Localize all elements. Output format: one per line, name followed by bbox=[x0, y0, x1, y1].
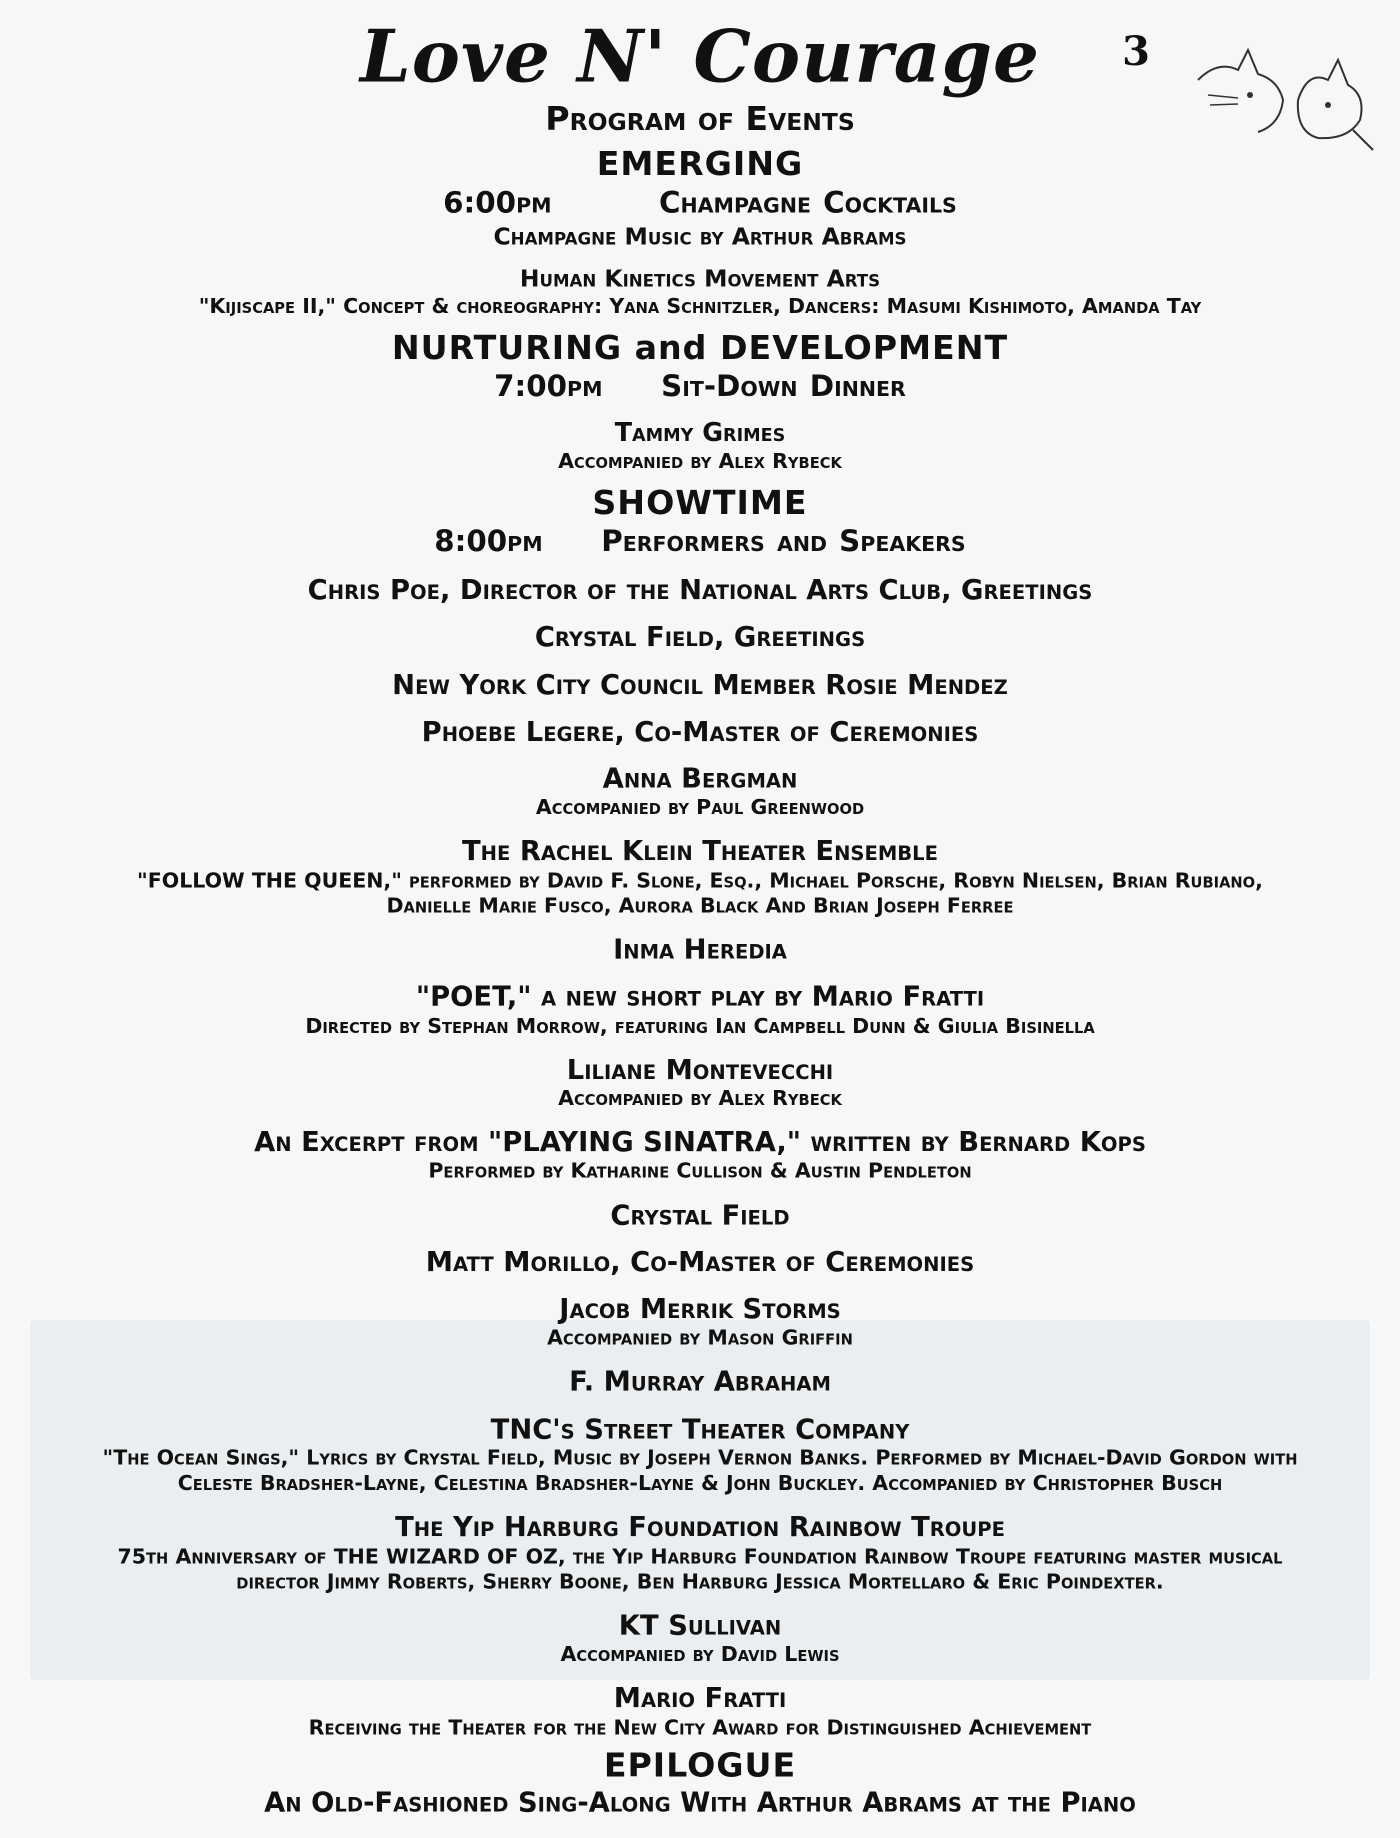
event-name: Performers and Speakers bbox=[601, 525, 966, 560]
program-item bbox=[55, 1413, 1345, 1496]
program-item bbox=[55, 1054, 1345, 1111]
program-item bbox=[55, 669, 1345, 700]
section-emerging bbox=[55, 145, 1345, 319]
performer-detail: Receiving the Theater for the New City Award for Distinguished Achievement bbox=[308, 1715, 1092, 1739]
performer-name: Mario Fratti bbox=[613, 1681, 787, 1715]
page-number: 3 bbox=[1122, 28, 1150, 75]
section-label: EMERGING bbox=[596, 144, 804, 184]
program-item bbox=[55, 266, 1345, 319]
program-item bbox=[55, 1366, 1345, 1397]
performer-detail: Performed by Katharine Cullison & Austin Pendleton bbox=[428, 1159, 972, 1183]
event-name: Sit-Down Dinner bbox=[661, 369, 906, 404]
section-label: EPILOGUE bbox=[603, 1745, 797, 1785]
performer-name: Phoebe Legere, Co-Master of Ceremonies bbox=[421, 715, 979, 748]
performer-detail: Accompanied by Alex Rybeck bbox=[558, 449, 842, 474]
performer-name: An Excerpt from "PLAYING SINATRA," written by Bernard Kops bbox=[254, 1125, 1146, 1159]
time-row bbox=[55, 370, 1345, 404]
program-item bbox=[55, 575, 1345, 606]
program-heading: Program of Events bbox=[545, 99, 855, 139]
time: 7:00pm bbox=[494, 369, 603, 404]
section-epilogue bbox=[55, 1746, 1345, 1818]
section-nurturing bbox=[55, 329, 1345, 475]
program-item bbox=[55, 1294, 1345, 1351]
page-title: Love N' Courage bbox=[359, 14, 1041, 99]
performer-name: Jacob Merrik Storms bbox=[559, 1292, 841, 1325]
time: 8:00pm bbox=[434, 525, 543, 560]
time-row bbox=[55, 525, 1345, 559]
program-content bbox=[55, 12, 1345, 1818]
performer-name: Tammy Grimes bbox=[614, 418, 786, 448]
music-line: Champagne Music by Arthur Abrams bbox=[493, 222, 907, 251]
section-label: SHOWTIME bbox=[592, 484, 808, 524]
epilogue-detail: An Old-Fashioned Sing-Along With Arthur Abrams at the Piano bbox=[264, 1785, 1136, 1819]
performer-name: Chris Poe, Director of the National Arts Club, Greetings bbox=[307, 573, 1093, 607]
program-item bbox=[55, 1512, 1345, 1595]
program-item bbox=[55, 836, 1345, 919]
performer-detail: Accompanied by Paul Greenwood bbox=[535, 795, 865, 820]
section-label: NURTURING and DEVELOPMENT bbox=[391, 328, 1009, 368]
time: 6:00pm bbox=[443, 185, 552, 220]
program-item bbox=[55, 1610, 1345, 1667]
program-item bbox=[55, 1200, 1345, 1231]
performer-detail: Accompanied by Mason Griffin bbox=[547, 1326, 853, 1350]
performer-name: The Yip Harburg Foundation Rainbow Troupe bbox=[395, 1510, 1005, 1544]
program-item bbox=[55, 934, 1345, 965]
program-item bbox=[55, 763, 1345, 820]
section-showtime bbox=[55, 484, 1345, 1740]
performer-detail: "Kijiscape II," Concept & choreography: Yana Schnitzler, Dancers: Masumi Kishimoto, Amanda Tay bbox=[198, 294, 1202, 318]
performer-name: Human Kinetics Movement Arts bbox=[519, 265, 881, 293]
performer-name: New York City Council Member Rosie Mendez bbox=[392, 668, 1008, 701]
performer-name: KT Sullivan bbox=[618, 1609, 782, 1642]
program-item bbox=[55, 419, 1345, 474]
performer-name: Crystal Field, Greetings bbox=[534, 621, 866, 654]
program-item bbox=[55, 716, 1345, 747]
performer-detail: Accompanied by Alex Rybeck bbox=[558, 1086, 842, 1110]
performer-name: TNC's Street Theater Company bbox=[490, 1412, 910, 1445]
performer-name: Inma Heredia bbox=[613, 933, 787, 966]
performer-detail: "FOLLOW THE QUEEN," performed by David F. Slone, Esq., Michael Porsche, Robyn Nielsen, Brian Rubiano, Danielle Marie Fusco, Aurora Black And Brian Joseph Ferree bbox=[137, 868, 1263, 918]
performer-name: Crystal Field bbox=[610, 1198, 790, 1231]
performer-name: The Rachel Klein Theater Ensemble bbox=[461, 834, 938, 868]
performer-name: F. Murray Abraham bbox=[569, 1365, 831, 1398]
performer-name: "POET," a new short play by Mario Fratti bbox=[415, 980, 985, 1013]
program-item bbox=[55, 1127, 1345, 1184]
time-row bbox=[55, 186, 1345, 220]
event-name: Champagne Cocktails bbox=[658, 185, 957, 220]
performer-detail: "The Ocean Sings," Lyrics by Crystal Field, Music by Joseph Vernon Banks. Performed by Michael-David Gordon with Celeste Bradsher-Layne, Celestina Bradsher-Layne & John Buckley. Accompanied by Christopher Busch bbox=[102, 1445, 1298, 1496]
program-item bbox=[55, 622, 1345, 653]
performer-name: Liliane Montevecchi bbox=[566, 1053, 834, 1086]
program-item bbox=[55, 981, 1345, 1038]
program-item bbox=[55, 1683, 1345, 1740]
performer-detail: Directed by Stephan Morrow, featuring Ian Campbell Dunn & Giulia Bisinella bbox=[305, 1013, 1095, 1038]
performer-name: Anna Bergman bbox=[602, 762, 798, 795]
performer-detail: 75th Anniversary of THE WIZARD OF OZ, the Yip Harburg Foundation Rainbow Troupe featuring master musical director Jimmy Roberts, Sherry Boone, Ben Harburg Jessica Mortellaro & Eric Poindexter. bbox=[117, 1544, 1283, 1594]
program-item bbox=[55, 1247, 1345, 1278]
performer-name: Matt Morillo, Co-Master of Ceremonies bbox=[425, 1245, 975, 1278]
performer-detail: Accompanied by David Lewis bbox=[560, 1642, 840, 1667]
